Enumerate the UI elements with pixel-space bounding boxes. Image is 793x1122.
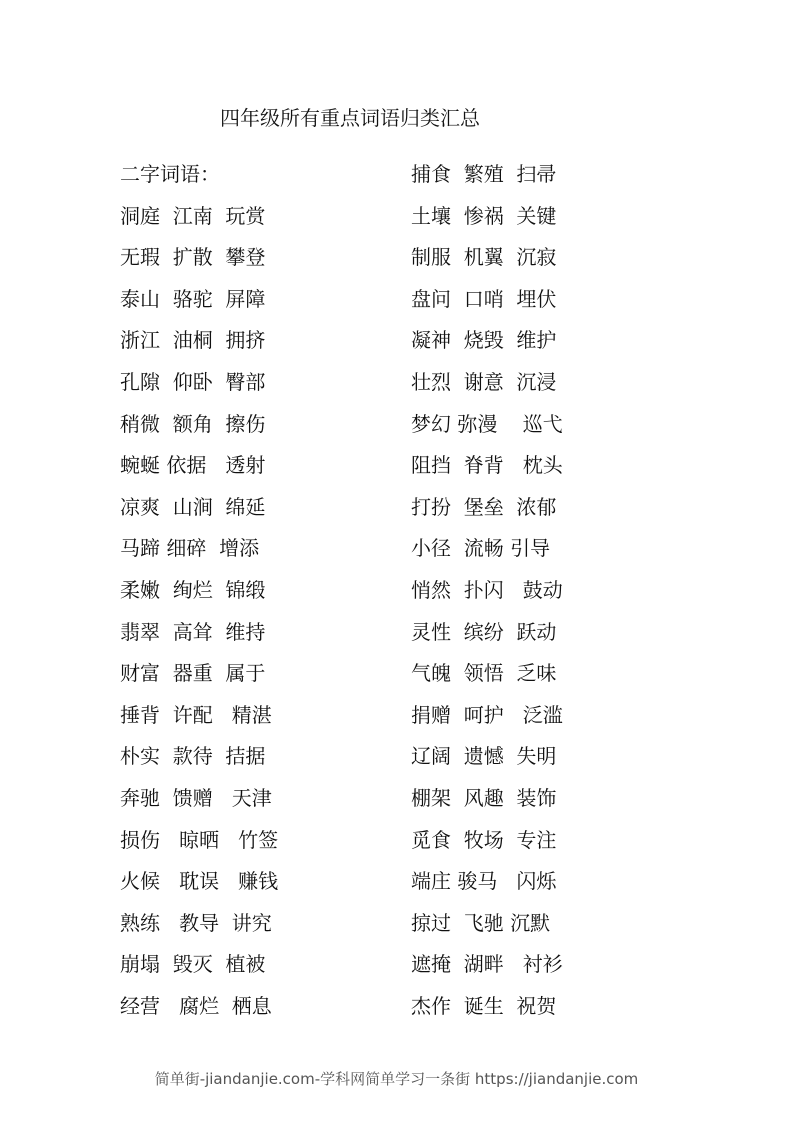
- left-row: 泰山 骆驼 屏障: [120, 286, 266, 311]
- right-row: 掠过 飞驰 沉默: [411, 910, 551, 935]
- left-row: 财富 器重 属于: [120, 661, 266, 686]
- right-row: 杰作 诞生 祝贺: [411, 993, 557, 1018]
- page-title: 四年级所有重点词语归类汇总: [220, 106, 480, 130]
- left-row: 凉爽 山涧 绵延: [120, 494, 266, 519]
- left-row: 马蹄 细碎 增添: [120, 536, 260, 561]
- left-row: 损伤 晾晒 竹签: [120, 827, 279, 852]
- right-row: 凝神 烧毁 维护: [411, 328, 557, 353]
- left-row: 柔嫩 绚烂 锦缎: [120, 577, 266, 602]
- footer-watermark: 简单街-jiandanjie.com-学科网简单学习一条街 https://jiandanjie.com: [154, 1070, 639, 1088]
- right-row: 端庄 骏马 闪烁: [411, 869, 557, 894]
- left-row: 无瑕 扩散 攀登: [120, 245, 266, 270]
- right-row: 辽阔 遗憾 失明: [411, 744, 557, 769]
- right-row: 悄然 扑闪 鼓动: [411, 577, 563, 602]
- right-word-column: [411, 158, 681, 1031]
- right-row: 棚架 风趣 装饰: [411, 785, 557, 810]
- right-row: 梦幻 弥漫 巡弋: [411, 411, 563, 436]
- right-row: 制服 机翼 沉寂: [411, 245, 557, 270]
- left-row: 洞庭 江南 玩赏: [120, 203, 266, 228]
- right-row: 捐赠 呵护 泛滥: [411, 702, 563, 727]
- left-row: 捶背 许配 精湛: [120, 702, 272, 727]
- right-row: 打扮 堡垒 浓郁: [411, 494, 557, 519]
- right-row: 捕食 繁殖 扫帚: [411, 162, 557, 186]
- left-row: 蜿蜒 依据 透射: [120, 453, 266, 478]
- left-row-heading: 二字词语：: [120, 162, 220, 186]
- left-row: 奔驰 馈赠 天津: [120, 785, 272, 810]
- right-row: 灵性 缤纷 跃动: [411, 619, 557, 644]
- right-row: 阻挡 脊背 枕头: [411, 453, 563, 478]
- left-row: 经营 腐烂 栖息: [120, 993, 272, 1018]
- left-word-column: [120, 158, 390, 1031]
- right-row: 盘问 口哨 埋伏: [411, 286, 557, 311]
- left-row: 翡翠 高耸 维持: [120, 619, 266, 644]
- right-row: 壮烈 谢意 沉浸: [411, 369, 557, 394]
- left-row: 火候 耽误 赚钱: [120, 869, 279, 894]
- left-row: 浙江 油桐 拥挤: [120, 328, 266, 353]
- right-row: 觅食 牧场 专注: [411, 827, 557, 852]
- left-row: 崩塌 毁灭 植被: [120, 952, 266, 977]
- right-row: 气魄 领悟 乏味: [411, 661, 557, 686]
- left-row: 稍微 额角 擦伤: [120, 411, 266, 436]
- left-row: 朴实 款待 拮据: [120, 744, 266, 769]
- right-row: 土壤 惨祸 关键: [411, 203, 557, 228]
- right-row: 小径 流畅 引导: [411, 536, 551, 561]
- right-row: 遮掩 湖畔 衬衫: [411, 952, 563, 977]
- left-row: 熟练 教导 讲究: [120, 910, 272, 935]
- left-row: 孔隙 仰卧 臀部: [120, 369, 266, 394]
